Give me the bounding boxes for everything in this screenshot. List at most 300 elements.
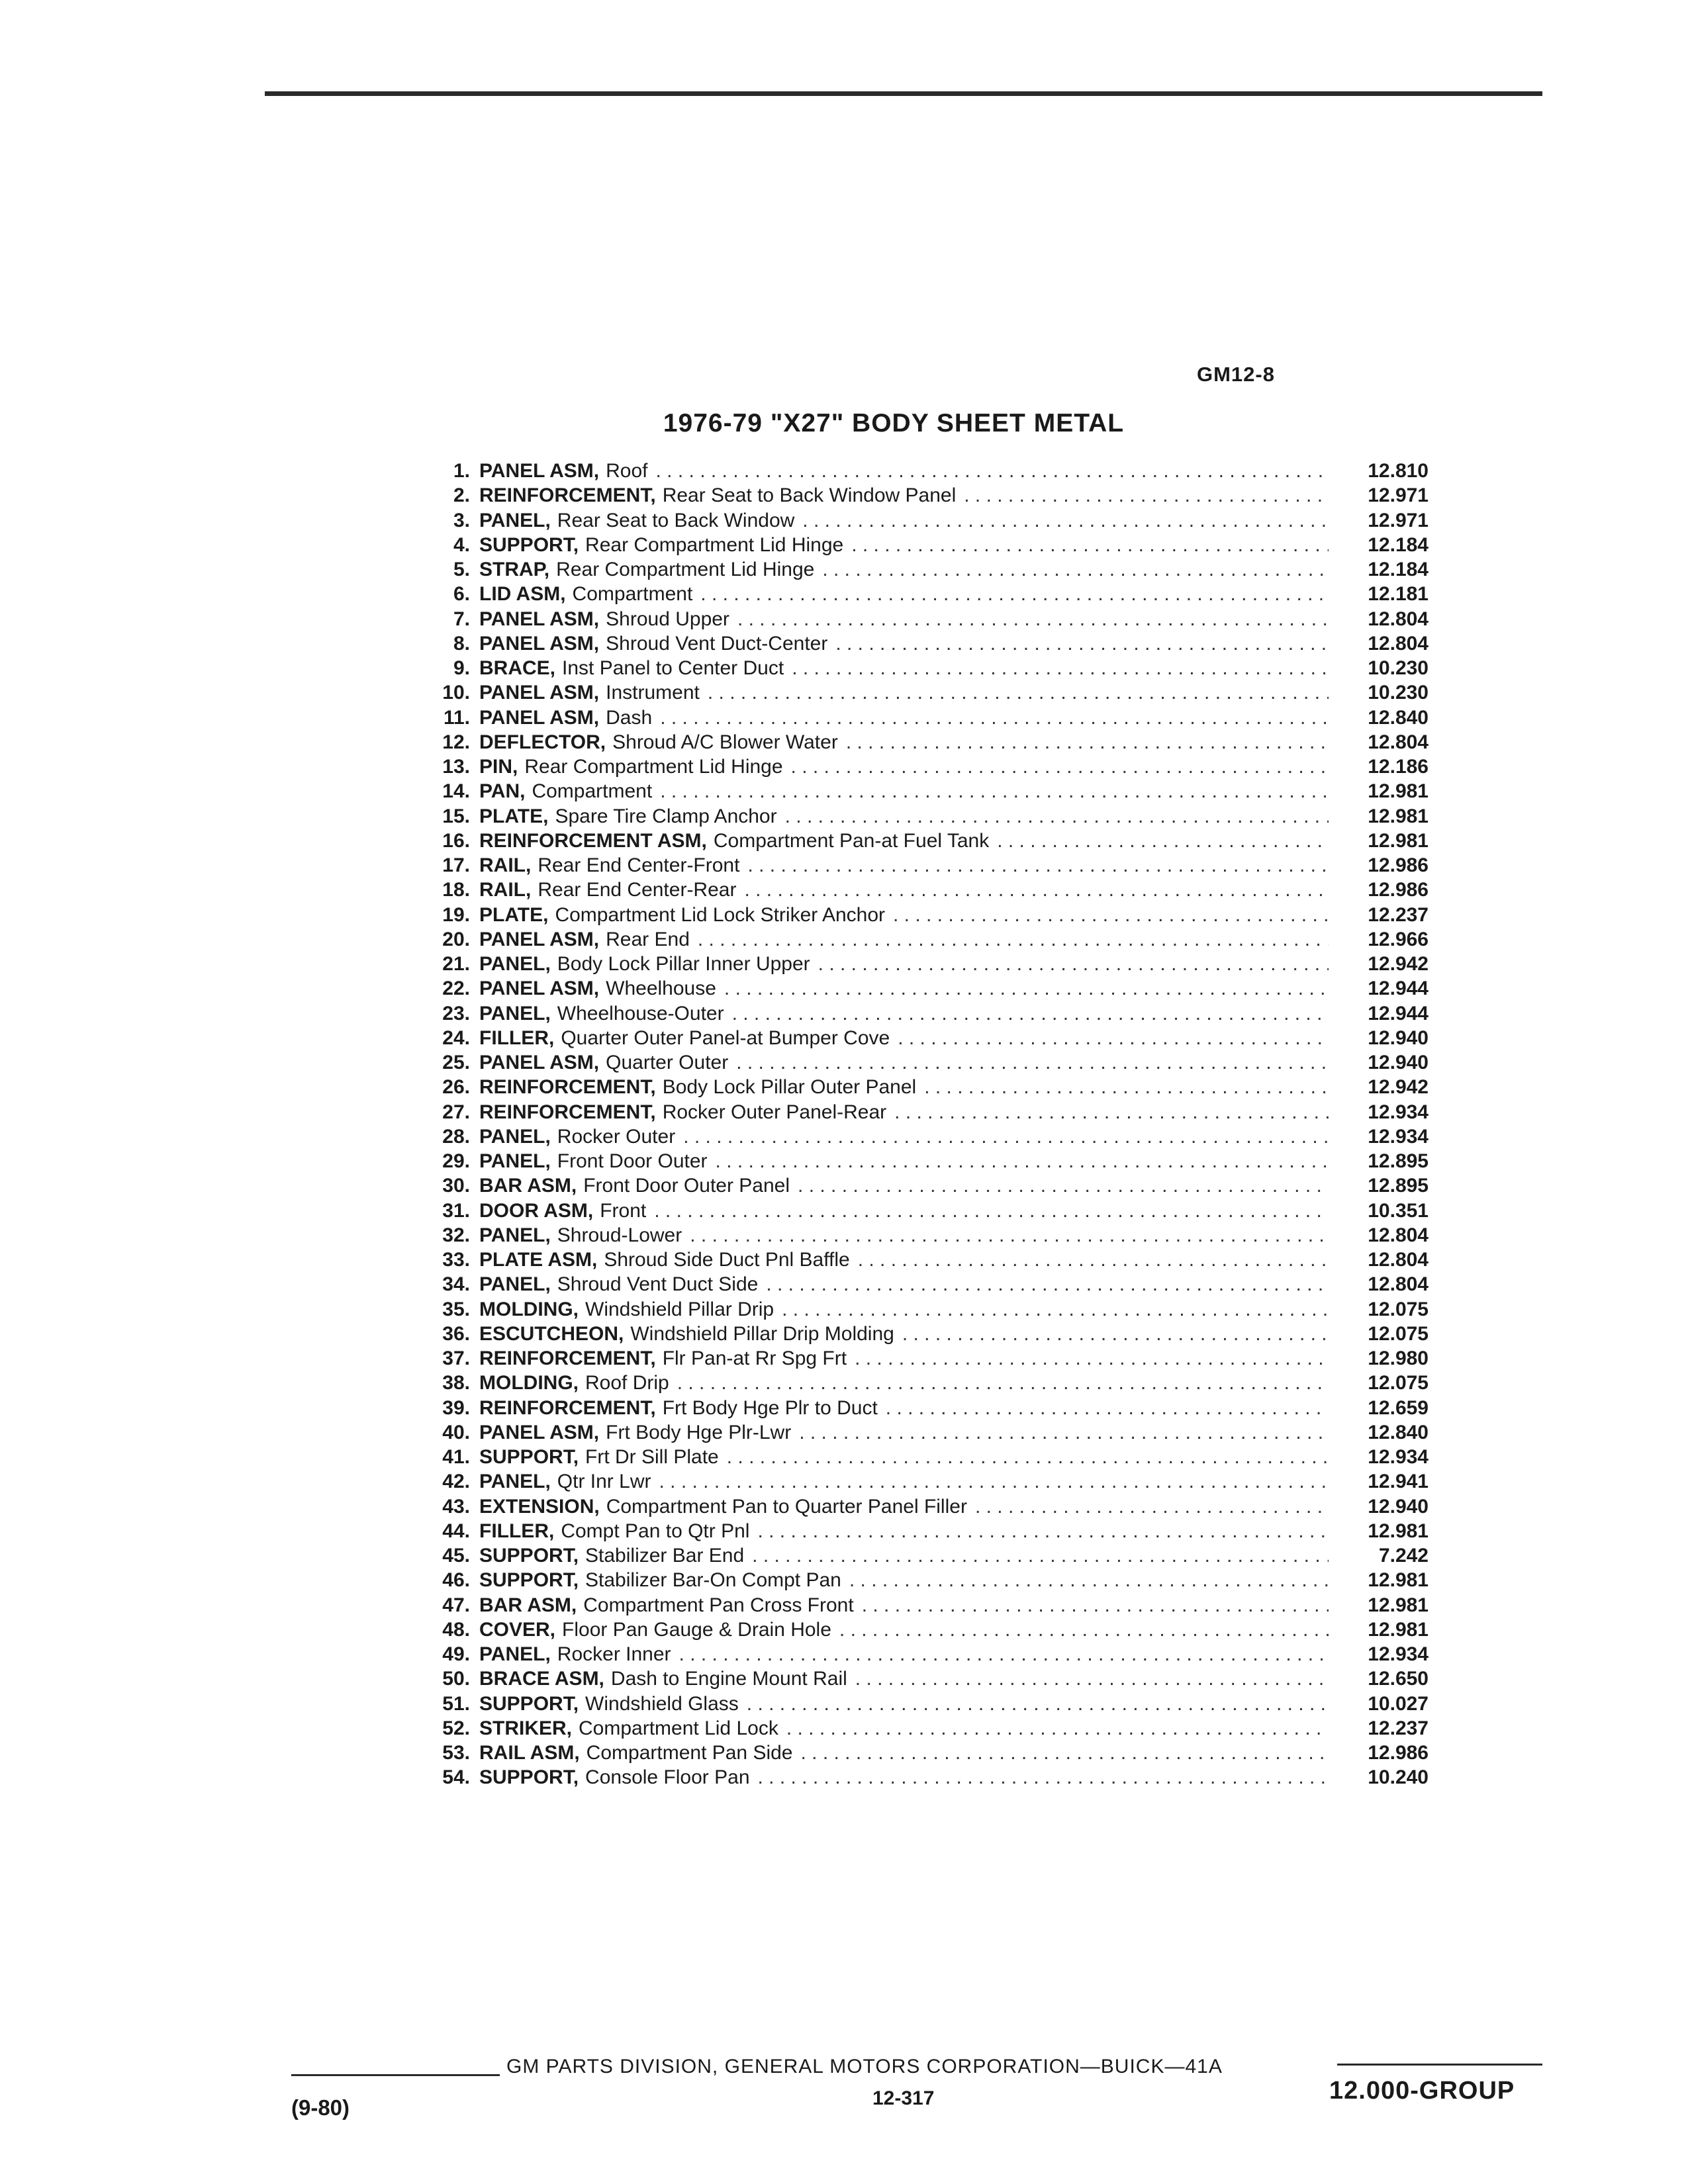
group-number: 12.650 <box>1368 1668 1429 1690</box>
dot-leader <box>732 1001 1329 1026</box>
item-number: 9. <box>453 657 470 679</box>
part-description: Shroud Vent Duct Side <box>557 1273 759 1296</box>
group-number: 12.184 <box>1368 559 1429 580</box>
group-number: 12.971 <box>1368 484 1429 507</box>
part-name: PLATE, <box>479 903 549 926</box>
list-item <box>422 927 1429 952</box>
group-number: 12.895 <box>1368 1175 1429 1197</box>
item-number: 34. <box>442 1273 470 1296</box>
part-name: FILLER, <box>479 1520 555 1542</box>
group-number: 12.942 <box>1368 1076 1429 1099</box>
group-number: 12.184 <box>1368 533 1429 556</box>
list-item <box>422 1050 1429 1075</box>
group-number: 12.940 <box>1368 1495 1429 1518</box>
list-item <box>422 1593 1429 1617</box>
part-name: EXTENSION, <box>479 1495 600 1518</box>
part-name: PLATE ASM, <box>479 1249 598 1271</box>
dot-leader <box>782 1297 1329 1322</box>
part-name: PANEL, <box>479 509 551 531</box>
footer-group: 12.000-GROUP <box>1329 2077 1515 2105</box>
part-description: Spare Tire Clamp Anchor <box>555 805 777 827</box>
part-name: PANEL, <box>479 1150 551 1172</box>
part-description: Roof Drip <box>585 1372 669 1394</box>
dot-leader <box>964 483 1329 508</box>
list-item <box>422 829 1429 853</box>
part-description: Roof <box>606 460 648 482</box>
item-number: 30. <box>442 1175 470 1197</box>
item-number: 36. <box>442 1322 470 1345</box>
list-item <box>422 878 1429 902</box>
item-number: 1. <box>453 460 470 482</box>
group-number: 12.966 <box>1368 928 1429 950</box>
group-number: 12.986 <box>1368 854 1429 876</box>
item-number: 10. <box>442 682 470 704</box>
dot-leader <box>798 1173 1329 1198</box>
item-number: 15. <box>442 805 470 827</box>
item-number: 26. <box>442 1076 470 1099</box>
list-item <box>422 1371 1429 1395</box>
list-item <box>422 1248 1429 1272</box>
part-name: STRIKER, <box>479 1717 573 1739</box>
item-number: 5. <box>453 559 470 580</box>
list-item <box>422 533 1429 557</box>
part-description: Stabilizer Bar End <box>585 1545 745 1567</box>
part-description: Rear End Center-Rear <box>538 879 737 901</box>
part-name: REINFORCEMENT, <box>479 1076 656 1099</box>
group-number: 12.075 <box>1368 1372 1429 1394</box>
item-number: 12. <box>442 731 470 753</box>
group-number: 12.186 <box>1368 756 1429 778</box>
group-number: 10.027 <box>1368 1692 1429 1715</box>
group-number: 12.804 <box>1368 608 1429 630</box>
dot-leader <box>846 730 1329 754</box>
item-number: 13. <box>442 756 470 778</box>
group-number: 12.181 <box>1368 583 1429 606</box>
part-name: SUPPORT, <box>479 1766 579 1789</box>
group-number: 12.237 <box>1368 1717 1429 1739</box>
list-item <box>422 1741 1429 1765</box>
part-description: Shroud Side Duct Pnl Baffle <box>604 1249 850 1271</box>
footer-rule-left <box>291 2074 500 2076</box>
part-description: Quarter Outer <box>606 1052 729 1073</box>
item-number: 22. <box>442 978 470 1000</box>
list-item <box>422 1124 1429 1149</box>
list-item <box>422 1617 1429 1642</box>
list-item <box>422 1173 1429 1198</box>
dot-leader <box>855 1666 1329 1691</box>
part-description: Compartment Lid Lock Striker Anchor <box>555 903 885 926</box>
part-name: PAN, <box>479 780 526 803</box>
list-item <box>422 1445 1429 1469</box>
part-description: Rocker Outer <box>557 1125 676 1148</box>
dot-leader <box>758 1765 1329 1790</box>
part-description: Front Door Outer <box>557 1150 708 1172</box>
part-description: Rear Compartment Lid Hinge <box>524 756 783 778</box>
part-name: REINFORCEMENT, <box>479 1101 656 1123</box>
part-description: Frt Body Hge Plr-Lwr <box>606 1421 792 1443</box>
part-name: FILLER, <box>479 1026 555 1049</box>
part-description: Dash to Engine Mount Rail <box>610 1668 847 1690</box>
part-name: PANEL, <box>479 1643 551 1665</box>
list-item <box>422 1666 1429 1691</box>
part-name: DOOR ASM, <box>479 1199 594 1222</box>
group-number: 12.804 <box>1368 1249 1429 1271</box>
group-number: 12.981 <box>1368 1569 1429 1592</box>
dot-leader <box>862 1593 1329 1617</box>
list-item <box>422 730 1429 754</box>
dot-leader <box>792 656 1329 680</box>
part-description: Windshield Pillar Drip <box>585 1298 774 1320</box>
part-name: BAR ASM, <box>479 1594 577 1616</box>
part-name: PANEL ASM, <box>479 608 600 630</box>
part-description: Qtr Inr Lwr <box>557 1471 651 1493</box>
dot-leader <box>924 1075 1329 1099</box>
dot-leader <box>898 1026 1329 1050</box>
group-number: 12.810 <box>1368 460 1429 482</box>
dot-leader <box>752 1543 1329 1568</box>
part-description: Rear Seat to Back Window Panel <box>662 484 957 507</box>
group-number: 12.804 <box>1368 1273 1429 1296</box>
part-name: PIN, <box>479 756 518 778</box>
footer-company: GM PARTS DIVISION, GENERAL MOTORS CORPORATION—BUICK—41A <box>506 2056 1223 2077</box>
part-name: BRACE ASM, <box>479 1668 604 1690</box>
list-item <box>422 1001 1429 1026</box>
dot-leader <box>747 1692 1329 1716</box>
part-name: DEFLECTOR, <box>479 731 606 753</box>
part-description: Compt Pan to Qtr Pnl <box>561 1520 750 1542</box>
dot-leader <box>766 1272 1329 1297</box>
dot-leader <box>724 976 1329 1001</box>
group-number: 12.075 <box>1368 1322 1429 1345</box>
item-number: 28. <box>442 1125 470 1148</box>
dot-leader <box>802 508 1329 533</box>
list-item <box>422 1469 1429 1494</box>
item-number: 41. <box>442 1446 470 1468</box>
group-number: 12.981 <box>1368 780 1429 803</box>
page-code: GM12-8 <box>1197 363 1275 386</box>
part-description: Frt Dr Sill Plate <box>585 1446 719 1468</box>
list-item <box>422 1494 1429 1519</box>
dot-leader <box>818 952 1329 976</box>
list-item <box>422 1322 1429 1346</box>
part-name: PANEL, <box>479 1471 551 1493</box>
dot-leader <box>785 804 1329 829</box>
list-item <box>422 1297 1429 1322</box>
part-description: Windshield Glass <box>585 1692 739 1715</box>
list-item <box>422 804 1429 829</box>
item-number: 24. <box>442 1026 470 1049</box>
group-number: 12.971 <box>1368 509 1429 531</box>
part-name: PANEL, <box>479 1273 551 1296</box>
part-description: Wheelhouse <box>606 978 716 1000</box>
item-number: 50. <box>442 1668 470 1690</box>
item-number: 52. <box>442 1717 470 1739</box>
item-number: 14. <box>442 780 470 803</box>
group-number: 12.804 <box>1368 632 1429 655</box>
item-number: 51. <box>442 1692 470 1715</box>
part-name: PANEL, <box>479 1002 551 1024</box>
page-title: 1976-79 "X27" BODY SHEET METAL <box>663 409 1125 437</box>
part-name: BAR ASM, <box>479 1175 577 1197</box>
list-item <box>422 1223 1429 1248</box>
part-description: Compartment <box>532 780 653 803</box>
item-number: 39. <box>442 1396 470 1419</box>
list-item <box>422 779 1429 803</box>
group-number: 12.934 <box>1368 1101 1429 1123</box>
list-item <box>422 1420 1429 1445</box>
group-number: 7.242 <box>1378 1545 1429 1567</box>
dot-leader <box>975 1494 1329 1519</box>
item-number: 4. <box>453 533 470 556</box>
part-name: REINFORCEMENT ASM, <box>479 829 707 852</box>
item-number: 19. <box>442 903 470 926</box>
part-name: COVER, <box>479 1618 556 1641</box>
item-number: 40. <box>442 1421 470 1443</box>
dot-leader <box>902 1322 1329 1346</box>
dot-leader <box>801 1741 1329 1765</box>
part-description: Frt Body Hge Plr to Duct <box>662 1396 878 1419</box>
list-item <box>422 754 1429 779</box>
part-name: PANEL ASM, <box>479 460 600 482</box>
part-name: SUPPORT, <box>479 533 579 556</box>
list-item <box>422 1543 1429 1568</box>
list-item <box>422 705 1429 730</box>
group-number: 12.981 <box>1368 1594 1429 1616</box>
part-name: PANEL ASM, <box>479 1052 600 1073</box>
list-item <box>422 853 1429 878</box>
group-number: 12.944 <box>1368 1002 1429 1024</box>
dot-leader <box>858 1248 1329 1272</box>
dot-leader <box>660 779 1329 803</box>
part-description: Compartment Lid Lock <box>579 1717 778 1739</box>
part-name: PANEL, <box>479 1224 551 1246</box>
dot-leader <box>698 927 1329 952</box>
part-description: Rear Compartment Lid Hinge <box>556 559 815 580</box>
dot-leader <box>736 1050 1329 1075</box>
list-item <box>422 1642 1429 1666</box>
list-item <box>422 508 1429 533</box>
list-item <box>422 1026 1429 1050</box>
list-item <box>422 1149 1429 1173</box>
part-description: Rocker Outer Panel-Rear <box>662 1101 887 1123</box>
dot-leader <box>716 1149 1329 1173</box>
dot-leader <box>683 1124 1329 1149</box>
item-number: 27. <box>442 1101 470 1123</box>
list-item <box>422 1075 1429 1099</box>
group-number: 12.840 <box>1368 706 1429 729</box>
footer-rule-right <box>1337 2064 1542 2066</box>
list-item <box>422 1692 1429 1716</box>
list-item <box>422 607 1429 631</box>
part-description: Body Lock Pillar Inner Upper <box>557 953 810 975</box>
part-description: Front Door Outer Panel <box>583 1175 790 1197</box>
group-number: 12.944 <box>1368 978 1429 1000</box>
item-number: 44. <box>442 1520 470 1542</box>
group-number: 12.804 <box>1368 1224 1429 1246</box>
group-number: 10.230 <box>1368 657 1429 679</box>
part-name: MOLDING, <box>479 1298 579 1320</box>
group-number: 12.981 <box>1368 829 1429 852</box>
list-item <box>422 459 1429 483</box>
part-name: ESCUTCHEON, <box>479 1322 624 1345</box>
group-number: 12.981 <box>1368 1618 1429 1641</box>
item-number: 47. <box>442 1594 470 1616</box>
part-description: Body Lock Pillar Outer Panel <box>662 1076 917 1099</box>
part-name: PLATE, <box>479 805 549 827</box>
list-item <box>422 1346 1429 1371</box>
item-number: 48. <box>442 1618 470 1641</box>
dot-leader <box>737 607 1329 631</box>
dot-leader <box>893 903 1329 927</box>
list-item <box>422 557 1429 582</box>
item-number: 25. <box>442 1052 470 1073</box>
list-item <box>422 680 1429 705</box>
group-number: 12.942 <box>1368 953 1429 975</box>
item-number: 20. <box>442 928 470 950</box>
dot-leader <box>659 1469 1329 1494</box>
item-number: 38. <box>442 1372 470 1394</box>
part-description: Shroud Vent Duct-Center <box>606 632 828 655</box>
footer-date: (9-80) <box>291 2095 350 2120</box>
group-number: 12.934 <box>1368 1125 1429 1148</box>
part-name: RAIL, <box>479 879 532 901</box>
part-name: PANEL ASM, <box>479 632 600 655</box>
group-number: 12.941 <box>1368 1471 1429 1493</box>
top-rule <box>265 91 1542 96</box>
part-name: PANEL ASM, <box>479 928 600 950</box>
part-description: Front <box>600 1199 647 1222</box>
part-name: RAIL, <box>479 854 532 876</box>
part-description: Compartment Pan to Quarter Panel Filler <box>606 1495 967 1518</box>
list-item <box>422 1716 1429 1741</box>
list-item <box>422 952 1429 976</box>
dot-leader <box>677 1371 1329 1395</box>
group-number: 12.895 <box>1368 1150 1429 1172</box>
dot-leader <box>757 1519 1329 1543</box>
part-description: Dash <box>606 706 653 729</box>
item-number: 8. <box>453 632 470 655</box>
part-description: Stabilizer Bar-On Compt Pan <box>585 1569 841 1592</box>
part-description: Floor Pan Gauge & Drain Hole <box>562 1618 831 1641</box>
part-name: PANEL, <box>479 953 551 975</box>
group-number: 12.980 <box>1368 1347 1429 1369</box>
list-item <box>422 1519 1429 1543</box>
dot-leader <box>839 1617 1329 1642</box>
part-description: Rear End <box>606 928 690 950</box>
list-item <box>422 1396 1429 1420</box>
dot-leader <box>744 878 1329 902</box>
item-number: 32. <box>442 1224 470 1246</box>
part-description: Shroud-Lower <box>557 1224 682 1246</box>
part-description: Rear Compartment Lid Hinge <box>585 533 844 556</box>
item-number: 49. <box>442 1643 470 1665</box>
group-number: 12.237 <box>1368 903 1429 926</box>
list-item <box>422 976 1429 1001</box>
part-description: Compartment Pan Side <box>586 1742 793 1764</box>
part-description: Rocker Inner <box>557 1643 671 1665</box>
item-number: 7. <box>453 608 470 630</box>
part-description: Console Floor Pan <box>585 1766 750 1789</box>
group-number: 12.934 <box>1368 1643 1429 1665</box>
part-name: STRAP, <box>479 559 550 580</box>
part-name: LID ASM, <box>479 583 566 606</box>
item-number: 3. <box>453 509 470 531</box>
dot-leader <box>679 1642 1329 1666</box>
list-item <box>422 1199 1429 1223</box>
part-name: PANEL ASM, <box>479 978 600 1000</box>
item-number: 11. <box>443 706 470 729</box>
dot-leader <box>656 459 1329 483</box>
part-description: Compartment Pan-at Fuel Tank <box>713 829 990 852</box>
group-number: 12.981 <box>1368 805 1429 827</box>
part-name: PANEL ASM, <box>479 706 600 729</box>
list-item <box>422 1100 1429 1124</box>
group-number: 12.804 <box>1368 731 1429 753</box>
part-description: Shroud A/C Blower Water <box>612 731 838 753</box>
group-number: 10.230 <box>1368 682 1429 704</box>
part-name: REINFORCEMENT, <box>479 1396 656 1419</box>
part-description: Compartment <box>572 583 693 606</box>
item-number: 18. <box>442 879 470 901</box>
dot-leader <box>822 557 1329 582</box>
dot-leader <box>855 1346 1329 1371</box>
part-name: PANEL, <box>479 1125 551 1148</box>
group-number: 12.840 <box>1368 1421 1429 1443</box>
part-name: SUPPORT, <box>479 1692 579 1715</box>
part-name: SUPPORT, <box>479 1569 579 1592</box>
part-description: Rear End Center-Front <box>538 854 740 876</box>
part-description: Inst Panel to Center Duct <box>562 657 784 679</box>
group-number: 12.986 <box>1368 879 1429 901</box>
group-number: 10.240 <box>1368 1766 1429 1789</box>
item-number: 46. <box>442 1569 470 1592</box>
part-description: Rear Seat to Back Window <box>557 509 795 531</box>
part-description: Shroud Upper <box>606 608 729 630</box>
item-number: 6. <box>453 583 470 606</box>
part-name: SUPPORT, <box>479 1446 579 1468</box>
item-number: 29. <box>442 1150 470 1172</box>
list-item <box>422 582 1429 606</box>
item-number: 43. <box>442 1495 470 1518</box>
part-description: Flr Pan-at Rr Spg Frt <box>662 1347 847 1369</box>
dot-leader <box>700 582 1329 606</box>
dot-leader <box>791 754 1329 779</box>
list-item <box>422 903 1429 927</box>
item-number: 37. <box>442 1347 470 1369</box>
dot-leader <box>690 1223 1329 1248</box>
item-number: 35. <box>442 1298 470 1320</box>
footer-page-number: 12-317 <box>872 2087 935 2109</box>
list-item <box>422 1765 1429 1790</box>
item-number: 42. <box>442 1471 470 1493</box>
part-name: REINFORCEMENT, <box>479 484 656 507</box>
part-name: MOLDING, <box>479 1372 579 1394</box>
dot-leader <box>886 1396 1329 1420</box>
dot-leader <box>660 705 1329 730</box>
part-description: Instrument <box>606 682 700 704</box>
part-name: BRACE, <box>479 657 556 679</box>
part-name: RAIL ASM, <box>479 1742 580 1764</box>
group-number: 12.659 <box>1368 1396 1429 1419</box>
dot-leader <box>786 1716 1329 1741</box>
dot-leader <box>849 1568 1329 1592</box>
part-name: REINFORCEMENT, <box>479 1347 656 1369</box>
part-description: Compartment Pan Cross Front <box>583 1594 854 1616</box>
dot-leader <box>835 631 1329 656</box>
dot-leader <box>747 853 1329 878</box>
dot-leader <box>997 829 1329 853</box>
item-number: 2. <box>453 484 470 507</box>
